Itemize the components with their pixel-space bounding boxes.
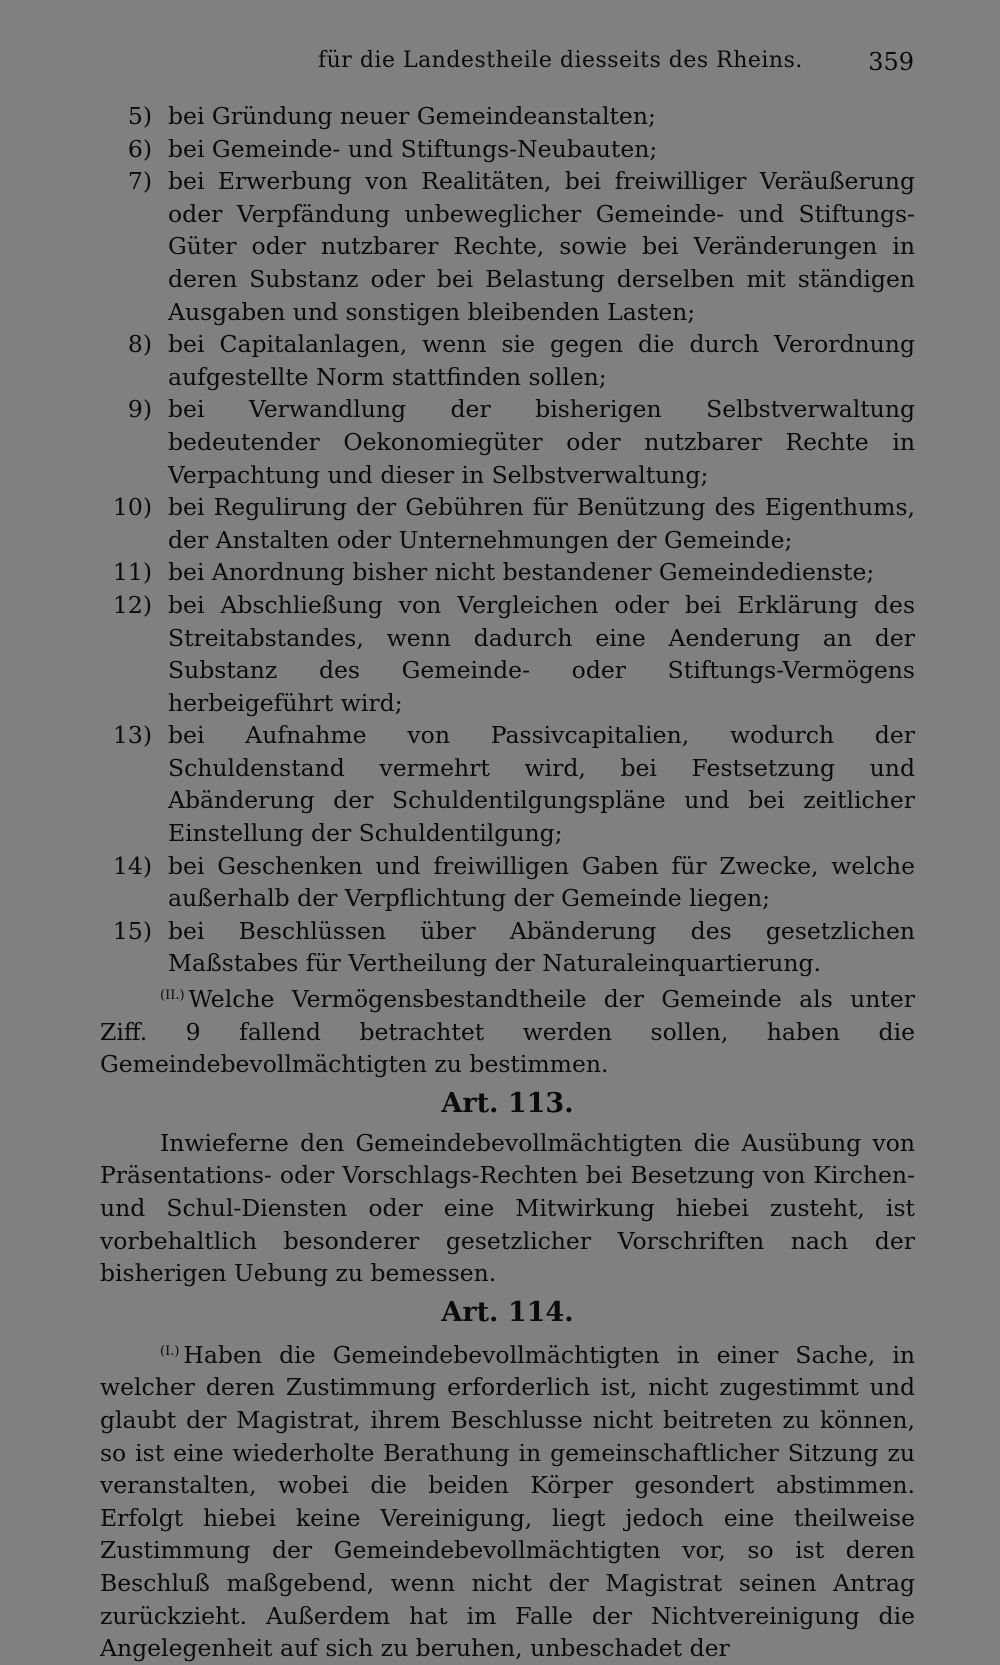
list-item	[100, 719, 915, 849]
list-item-text: bei Geschenken und freiwilligen Gaben für Zwecke, welche außerhalb der Verpflichtung der Gemeinde liegen;	[168, 851, 915, 913]
running-header	[0, 48, 1000, 82]
list-item	[100, 393, 915, 491]
list-item-text: bei Gemeinde- und Stiftungs-Neubauten;	[168, 134, 658, 163]
header-title: für die Landestheile diesseits des Rheins.	[318, 48, 803, 73]
list-item-number: 8)	[127, 330, 152, 359]
list-item-text: bei Abschließung von Vergleichen oder bei Erklärung des Streitabstandes, wenn dadurch eine Aenderung an der Substanz des Gemeinde- oder Stiftungs-Vermögens herbeigeführt wird;	[168, 590, 915, 717]
page-body	[100, 100, 915, 1665]
article-113-text: Inwieferne den Gemeindebevollmächtigten die Ausübung von Präsentations- oder Vorschlags-Rechten bei Besetzung von Kirchen- und Schul-Diensten oder eine Mitwirkung hiebei zusteht, ist vorbehaltlich besonderer gesetzlicher Vorschriften nach der bisherigen Uebung zu bemessen.	[100, 1128, 915, 1288]
article-114-paragraph	[100, 1336, 915, 1665]
list-item-number: 14)	[112, 851, 152, 880]
paragraph-marker: (I.)	[160, 1343, 180, 1359]
article-114-heading: Art. 114.	[441, 1296, 574, 1328]
list-item	[100, 491, 915, 556]
list-item	[100, 915, 915, 980]
list-item-text: bei Anordnung bisher nicht bestandener Gemeindedienste;	[168, 558, 875, 587]
list-item	[100, 850, 915, 915]
paragraph-marker: (II.)	[160, 988, 185, 1004]
list-item	[100, 556, 915, 589]
list-item-text: bei Erwerbung von Realitäten, bei freiwilliger Veräußerung oder Verpfändung unbeweglicher Gemeinde- und Stiftungs-Güter oder nutzbarer Rechte, sowie bei Veränderungen in deren Substanz oder bei Belastung derselben mit ständigen Ausgaben und sonstigen bleibenden Lasten;	[168, 167, 915, 326]
article-113-heading: Art. 113.	[441, 1087, 574, 1119]
list-item	[100, 328, 915, 393]
list-item	[100, 165, 915, 328]
paragraph-text: Welche Vermögensbestandtheile der Gemeinde als unter Ziff. 9 fallend betrachtet werden sollen, haben die Gemeindebevollmächtigten zu bestimmen.	[100, 985, 915, 1079]
list-item-number: 15)	[112, 916, 152, 945]
list-item	[100, 100, 915, 133]
paragraph-ii	[100, 980, 915, 1081]
page-number: 359	[868, 48, 914, 76]
list-item-text: bei Verwandlung der bisherigen Selbstverwaltung bedeutender Oekonomiegüter oder nutzbarer Rechte in Verpachtung und dieser in Selbstverwaltung;	[168, 395, 915, 489]
list-item-number: 11)	[112, 558, 152, 587]
list-item-number: 10)	[112, 493, 152, 522]
list-item-number: 6)	[127, 134, 152, 163]
paragraph-text: Haben die Gemeindebevollmächtigten in einer Sache, in welcher deren Zustimmung erforderlich ist, nicht zugestimmt und glaubt der Magistrat, ihrem Beschlusse nicht beitreten zu können, so ist eine wiederholte Berathung in gemeinschaftlicher Sitzung zu veranstalten, wobei die beiden Körper gesondert abstimmen. Erfolgt hiebei keine Vereinigung, liegt jedoch eine theilweise Zustimmung der Gemeindebevollmächtigten vor, so ist deren Beschluß maßgebend, wenn nicht der Magistrat seinen Antrag zurückzieht. Außerdem hat im Falle der Nichtvereinigung die Angelegenheit auf sich zu beruhen, unbeschadet der	[100, 1340, 915, 1663]
list-item-text: bei Capitalanlagen, wenn sie gegen die durch Verordnung aufgestellte Norm stattfinden sollen;	[168, 330, 915, 391]
list-item-text: bei Gründung neuer Gemeindeanstalten;	[168, 102, 656, 130]
list-item-text: bei Beschlüssen über Abänderung des gesetzlichen Maßstabes für Vertheilung der Naturaleinquartierung.	[168, 916, 915, 978]
list-item-number: 5)	[127, 102, 152, 130]
list-item-number: 9)	[127, 395, 152, 424]
enumerated-list	[100, 100, 915, 980]
list-item	[100, 589, 915, 719]
list-item-number: 13)	[112, 721, 152, 750]
list-item-text: bei Aufnahme von Passivcapitalien, wodurch der Schuldenstand vermehrt wird, bei Festsetzung und Abänderung der Schuldentilgungspläne und bei zeitlicher Einstellung der Schuldentilgung;	[168, 721, 915, 848]
list-item-number: 7)	[127, 167, 152, 196]
list-item	[100, 133, 915, 166]
list-item-text: bei Regulirung der Gebühren für Benützung des Eigenthums, der Anstalten oder Unternehmungen der Gemeinde;	[168, 493, 915, 554]
list-item-number: 12)	[112, 590, 152, 619]
